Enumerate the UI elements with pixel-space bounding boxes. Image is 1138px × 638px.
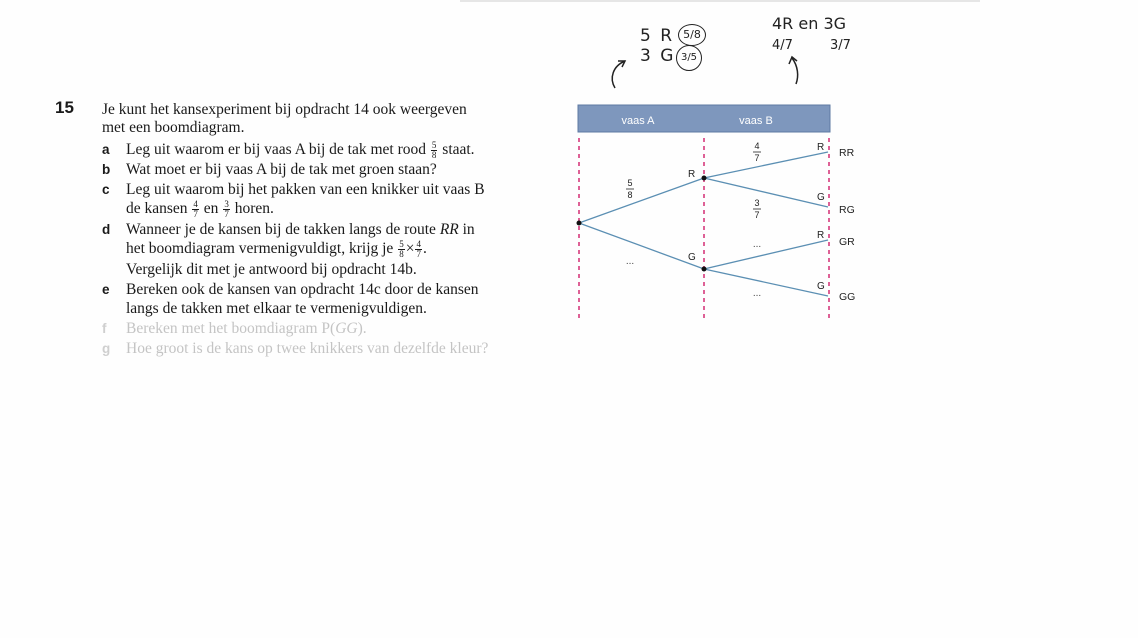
frac-5-8-num: 5: [627, 178, 633, 188]
part-letter: a: [102, 142, 110, 157]
fraction-4-7: $\frac{4}{7}$: [193, 199, 198, 219]
intro-line-1: Je kunt het kansexperiment bij opdracht 14 ook weergeven: [102, 101, 467, 118]
part-letter: b: [102, 162, 111, 177]
tree-diagram: [560, 100, 880, 325]
node-r: [702, 176, 707, 181]
branch-gg: [704, 269, 828, 296]
label-node-g: G: [688, 252, 696, 263]
frac-5-8-den: 8: [627, 190, 633, 200]
part-b-text: Wat moet er bij vaas A bij de tak met groen staan?: [126, 161, 437, 178]
intro-line-2: met een boomdiagram.: [102, 119, 245, 136]
top-edge-bar: [460, 0, 980, 2]
part-letter: c: [102, 182, 110, 197]
hand-circled-3-5: 3/5: [676, 45, 702, 71]
hand-circled-5-8: 5/8: [678, 24, 706, 46]
label-gg-g: G: [817, 281, 825, 292]
hand-4r-en-3g: 4R en 3G: [772, 14, 847, 33]
frac-3-7-den: 7: [754, 210, 760, 220]
hand-5r: 5 R: [640, 26, 675, 46]
dots-gg: ...: [752, 288, 762, 299]
branch-gr: [704, 240, 828, 269]
header-vaas-a: vaas A: [621, 115, 655, 127]
fraction-5-8: $\frac{5}{8}$: [399, 239, 404, 259]
part-a-end: staat.: [442, 141, 475, 159]
dots-a-green: ...: [625, 256, 635, 267]
label-gr-r: R: [817, 230, 825, 241]
part-letter: g: [102, 341, 111, 356]
part-a-text: Leg uit waarom er bij vaas A bij de tak met rood: [126, 141, 427, 159]
question-number: 15: [55, 98, 74, 117]
frac-3-7-num: 3: [754, 198, 760, 208]
question-intro: [102, 101, 542, 137]
label-rr-r: R: [817, 142, 825, 153]
label-node-r: R: [688, 169, 696, 180]
outcome-gr: GR: [839, 236, 855, 248]
fraction-3-7: $\frac{3}{7}$: [224, 199, 229, 219]
branch-a-green: [579, 223, 704, 269]
header-vaas-b: vaas B: [739, 115, 773, 127]
part-c-text: Leg uit waarom bij het pakken van een knikker uit vaas B: [126, 181, 485, 198]
dots-gr: ...: [752, 239, 762, 250]
root-node: [577, 221, 582, 226]
part-letter: e: [102, 282, 110, 297]
hand-3-7: 3/7: [830, 38, 851, 53]
diagram-header: [578, 105, 830, 132]
frac-4-7-den: 7: [754, 153, 760, 163]
route-rr: RR: [439, 221, 459, 238]
node-g: [702, 267, 707, 272]
outcome-rr: RR: [839, 147, 855, 159]
branch-rr: [704, 152, 828, 178]
hand-curved-arrow-up-icon: [784, 52, 804, 88]
part-letter: d: [102, 222, 111, 237]
fraction-4-7: $\frac{4}{7}$: [416, 239, 421, 259]
hand-3g: 3 G: [640, 46, 676, 66]
branch-rg: [704, 178, 828, 207]
frac-4-7-num: 4: [754, 141, 760, 151]
branch-a-red: [579, 178, 704, 223]
hand-4-7: 4/7: [772, 38, 793, 53]
outcome-gg: GG: [839, 291, 856, 303]
part-letter: f: [102, 321, 107, 336]
label-rg-g: G: [817, 192, 825, 203]
outcome-rg: RG: [839, 204, 855, 216]
fraction-5-8: $\frac{5}{8}$: [431, 140, 437, 160]
hand-curved-arrow-left-icon: [605, 58, 635, 92]
